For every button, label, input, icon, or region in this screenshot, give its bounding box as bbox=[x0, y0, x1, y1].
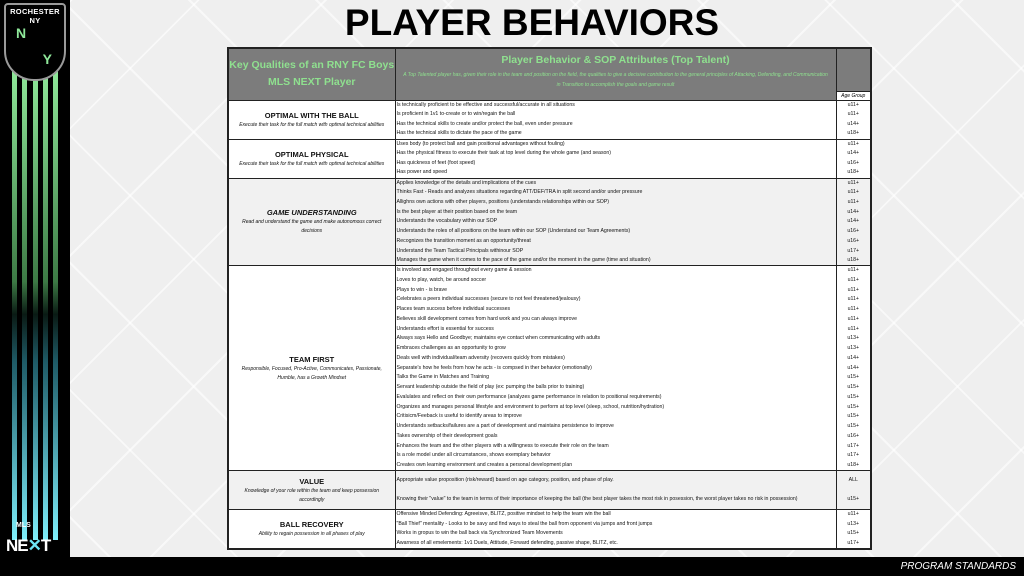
age-group-cell: u14+ bbox=[836, 217, 871, 227]
behavior-cell: Knowing their "value" to the team in terms of their importance of keeping the ball (the best player takes the most risk in posession, the worst player takes no risk in possession) bbox=[395, 490, 836, 510]
category-cell bbox=[228, 139, 395, 178]
behavior-cell: Creates own learning environment and creates a personal development plan bbox=[395, 461, 836, 471]
behavior-cell: Understands effort is essential for success bbox=[395, 324, 836, 334]
age-group-cell: u11+ bbox=[836, 324, 871, 334]
category-name: BALL RECOVERY bbox=[279, 519, 344, 529]
col-header-age-group bbox=[836, 48, 871, 100]
table-row bbox=[228, 100, 871, 110]
behavior-cell: Evalulates and reflect on their own performance (analyzes game performance in relation to positional requirements) bbox=[395, 393, 836, 403]
page-title: PLAYER BEHAVIORS bbox=[344, 2, 720, 43]
age-group-cell: u15+ bbox=[836, 383, 871, 393]
age-group-cell: u13+ bbox=[836, 519, 871, 529]
category-cell bbox=[228, 178, 395, 266]
age-group-cell: u11+ bbox=[836, 188, 871, 198]
category-name: OPTIMAL PHYSICAL bbox=[274, 149, 349, 159]
table-row bbox=[228, 471, 871, 491]
age-group-cell: u17+ bbox=[836, 451, 871, 461]
age-group-cell: u14+ bbox=[836, 363, 871, 373]
age-group-cell: u15+ bbox=[836, 422, 871, 432]
table-row bbox=[228, 266, 871, 276]
mls-label: MLS bbox=[16, 522, 31, 529]
age-group-cell: u14+ bbox=[836, 149, 871, 159]
age-group-cell: u16+ bbox=[836, 159, 871, 169]
age-group-cell: u15+ bbox=[836, 393, 871, 403]
age-group-cell: u11+ bbox=[836, 139, 871, 149]
footer-bar bbox=[0, 557, 1024, 576]
category-cell bbox=[228, 471, 395, 510]
table-row bbox=[228, 178, 871, 188]
behavior-cell: Works in gropus to win the ball back via Synchronized Team Movements bbox=[395, 529, 836, 539]
behavior-cell: Separate's how he feels from how he acts - is compsed in ther behavior (emotionally) bbox=[395, 363, 836, 373]
behavior-cell: Has power and speed bbox=[395, 168, 836, 178]
age-group-cell: u18+ bbox=[836, 461, 871, 471]
behavior-cell: Allighns own actions with other players, positions (understands relationships within our SOP) bbox=[395, 198, 836, 208]
category-description: Knowledge of your role within the team and keep possession accordingly bbox=[244, 487, 380, 503]
logo-letter-n: N bbox=[16, 25, 27, 41]
age-group-cell: u15+ bbox=[836, 402, 871, 412]
age-group-cell: u11+ bbox=[836, 315, 871, 325]
behavior-cell: Enhances the team and the other players with a willingness to execute their role on the team bbox=[395, 441, 836, 451]
behavior-cell: Understand the Team Tactical Principals withinour SOP bbox=[395, 246, 836, 256]
category-cell bbox=[228, 100, 395, 139]
age-group-cell: u13+ bbox=[836, 334, 871, 344]
age-group-cell: u15+ bbox=[836, 373, 871, 383]
player-behaviors-table bbox=[227, 47, 872, 550]
age-group-cell: u17+ bbox=[836, 441, 871, 451]
behavior-cell: Offensive Minded Defending: Agreeisve, BLITZ, positive mindset to help the team win the ball bbox=[395, 510, 836, 520]
behavior-cell: Is the best player at their position based on the team bbox=[395, 207, 836, 217]
age-group-cell: u11+ bbox=[836, 305, 871, 315]
behavior-cell: Is involved and engaged throughout every game & session bbox=[395, 266, 836, 276]
age-group-label: Age Group bbox=[837, 91, 871, 100]
behavior-cell: Thinks Fast - Reads and analyzes situations regarding ATT/DEF/TRA in split second and/or under pressure bbox=[395, 188, 836, 198]
age-group-cell: u16+ bbox=[836, 227, 871, 237]
behavior-cell: Appropriate value proposition (risk/reward) based on age category, position, and phase of play. bbox=[395, 471, 836, 491]
behavior-cell: Loves to play, watch, be around soccer bbox=[395, 276, 836, 286]
category-name: TEAM FIRST bbox=[289, 354, 335, 364]
behavior-cell: Manages the game when it comes to the pace of the game and/or the moment in the game (time and situation) bbox=[395, 256, 836, 266]
col-header-key-qualities: Key Qualities of an RNY FC Boys MLS NEXT Player bbox=[228, 48, 395, 100]
category-description: Responsible, Focused, Pro-Active, Communicates, Passionate, Humble, has a Growth Mindset bbox=[241, 365, 382, 381]
behavior-cell: Organizes and manages personal lifestyle and environment to perform at top level (sleep, school, nutrition/hydration) bbox=[395, 402, 836, 412]
category-name: VALUE bbox=[299, 476, 325, 486]
next-label: NE✕T bbox=[6, 536, 51, 555]
behavior-cell: Celebrates a peers individual successes (secure to not feel threatened/jealousy) bbox=[395, 295, 836, 305]
behavior-cell: Talks the Game in Matches and Training bbox=[395, 373, 836, 383]
footer-label: PROGRAM STANDARDS bbox=[900, 561, 1016, 572]
behavior-cell: Embraces challenges as an opportunity to grow bbox=[395, 344, 836, 354]
age-group-cell: u11+ bbox=[836, 266, 871, 276]
category-description: Execute their task for the full match with optimal technical abilities bbox=[239, 160, 385, 167]
age-group-cell: u14+ bbox=[836, 207, 871, 217]
age-group-cell: u11+ bbox=[836, 110, 871, 120]
category-name: OPTIMAL WITH THE BALL bbox=[264, 110, 359, 120]
age-group-cell: u15+ bbox=[836, 490, 871, 510]
behavior-cell: Deals well with individual/team adversity (recovers quickly from mistakes) bbox=[395, 354, 836, 364]
behavior-cell: Applies knowledge of the details and implications of the cues bbox=[395, 178, 836, 188]
mls-next-logo bbox=[4, 520, 66, 560]
category-cell bbox=[228, 266, 395, 471]
age-group-cell: u11+ bbox=[836, 510, 871, 520]
behavior-cell: Understands the vocabulary within our SOP bbox=[395, 217, 836, 227]
age-group-cell: u14+ bbox=[836, 354, 871, 364]
col-header-behaviors bbox=[395, 48, 836, 100]
behavior-cell: Places team success before individual successes bbox=[395, 305, 836, 315]
behavior-cell: Has the technical skills to dictate the pace of the game bbox=[395, 129, 836, 139]
table-row bbox=[228, 510, 871, 520]
behavior-cell: Servant leadership outside the field of play (ex: pumping the balls prior to training) bbox=[395, 383, 836, 393]
age-group-cell: u11+ bbox=[836, 178, 871, 188]
behavior-cell: Is a role model under all circumstances, shows exemplary behavior bbox=[395, 451, 836, 461]
behavior-cell: Has the physical fitness to execute their task at top level during the whole game (and season) bbox=[395, 149, 836, 159]
brand-sidebar bbox=[0, 0, 70, 576]
age-group-cell: u16+ bbox=[836, 237, 871, 247]
behavior-cell: Is proficient in 1v1 to-create or to win/regain the ball bbox=[395, 110, 836, 120]
category-description: Execute their task for the full match with optimal technical abilities bbox=[239, 121, 385, 128]
age-group-cell: u11+ bbox=[836, 198, 871, 208]
behavior-cell: Uses body (to protect ball and gain positional advantages without fouling) bbox=[395, 139, 836, 149]
age-group-cell: u18+ bbox=[836, 168, 871, 178]
behaviors-description: A Top Talented player has, given their role in the team and position on the field, the qualities to give a decisive contribution to the general principles of Attacking, Defending, and Communication in Transition to accomplish the goals and game result bbox=[403, 72, 828, 89]
behavior-cell: Recognizes the transition moment as an opportunity/threat bbox=[395, 237, 836, 247]
category-name: GAME UNDERSTANDING bbox=[266, 208, 357, 218]
age-group-cell: u17+ bbox=[836, 246, 871, 256]
behavior-cell: Takes ownership of their development goals bbox=[395, 432, 836, 442]
behavior-cell: Awarness of all emelements: 1v1 Duels, Attitude, Forward defending, passive shape, BLITZ, etc. bbox=[395, 539, 836, 549]
behavior-cell: Understands setbacks/failures are a part of development and maintains persistence to improve bbox=[395, 422, 836, 432]
age-group-cell: u16+ bbox=[836, 432, 871, 442]
behavior-cell: Always says Hello and Goodbye; maintains eye contact when communicating with adults bbox=[395, 334, 836, 344]
behaviors-title: Player Behavior & SOP Attributes (Top Talent) bbox=[501, 54, 730, 67]
behavior-cell: Plays to win - is brave bbox=[395, 285, 836, 295]
behavior-cell: "Ball Thief" mentality - Looks to be savy and find ways to steal the ball from opponent via jumps and front jumps bbox=[395, 519, 836, 529]
table-row bbox=[228, 139, 871, 149]
age-group-cell: u18+ bbox=[836, 129, 871, 139]
category-cell bbox=[228, 510, 395, 549]
behavior-cell: Understands the roles of all positions on the team within our SOP (Understand our Team Agreements) bbox=[395, 227, 836, 237]
behavior-cell: Believes skill development comes from hard work and you can always improve bbox=[395, 315, 836, 325]
age-group-cell: u11+ bbox=[836, 276, 871, 286]
category-description: Read and understand the game and make autonomous correct decisions bbox=[242, 219, 382, 235]
age-group-cell: u11+ bbox=[836, 295, 871, 305]
age-group-cell: u17+ bbox=[836, 539, 871, 549]
age-group-cell: u18+ bbox=[836, 256, 871, 266]
behavior-cell: Has the technical skills to create and/or protect the ball, even under pressure bbox=[395, 120, 836, 130]
category-description: Ability to regain possession in all phases of play bbox=[258, 530, 365, 537]
age-group-cell: ALL bbox=[836, 471, 871, 491]
behavior-cell: Has quickness of feet (foot speed) bbox=[395, 159, 836, 169]
age-group-cell: u15+ bbox=[836, 529, 871, 539]
decorative-stripes bbox=[12, 70, 58, 540]
club-name: ROCHESTER NY bbox=[10, 7, 60, 25]
logo-letter-y: Y bbox=[42, 51, 52, 67]
behavior-cell: Critisicm/Feeback is useful to identify areas to improve bbox=[395, 412, 836, 422]
age-group-cell: u13+ bbox=[836, 344, 871, 354]
behavior-cell: Is technically proficient to be effective and successful/accurate in all situations bbox=[395, 100, 836, 110]
age-group-cell: u11+ bbox=[836, 285, 871, 295]
age-group-cell: u14+ bbox=[836, 120, 871, 130]
age-group-cell: u15+ bbox=[836, 412, 871, 422]
age-group-cell: u11+ bbox=[836, 100, 871, 110]
